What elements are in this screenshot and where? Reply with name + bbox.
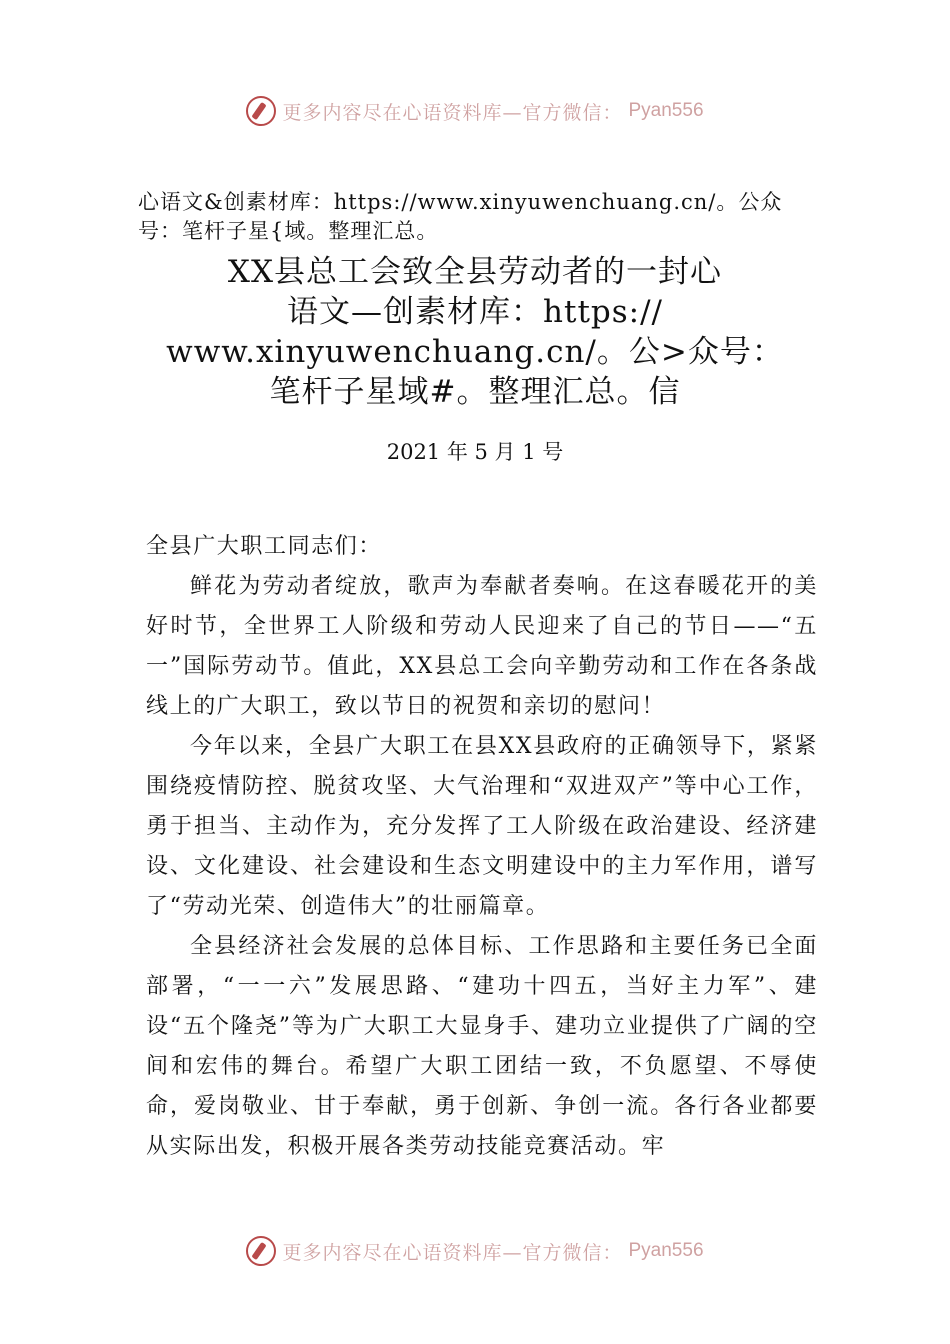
document-title [150, 252, 800, 412]
title-line: 笔杆子星域#。整理汇总。信 [269, 374, 681, 410]
paragraph: 鲜花为劳动者绽放，歌声为奉献者奏响。在这春暖花开的美好时节，全世界工人阶级和劳动人民迎来了自己的节日——“五一”国际劳动节。值此，XX县总工会向辛勤劳动和工作在各条战线上的广大职工，致以节日的祝贺和亲切的慰问！ [146, 574, 818, 719]
document-date: 2021 年 5 月 1 号 [386, 440, 564, 464]
paragraph: 今年以来，全县广大职工在县XX县政府的正确领导下，紧紧围绕疫情防控、脱贫攻坚、大气治理和“双进双产”等中心工作，勇于担当、主动作为，充分发挥了工人阶级在政治建设、经济建设、文化建设、社会建设和生态文明建设中的主力军作用，谱写了“劳动光荣、创造伟大”的壮丽篇章。 [146, 734, 818, 919]
header-note: 心语文&创素材库：https://www.xinyuwenchuang.cn/。公众号：笔杆子星{域。整理汇总。 [138, 190, 783, 243]
watermark-text: 更多内容尽在心语资料库—官方微信： [282, 1241, 623, 1264]
salutation: 全县广大职工同志们： [146, 534, 383, 559]
title-line: www.xinyuwenchuang.cn/。公>众号： [166, 334, 784, 370]
pen-logo-icon [246, 96, 276, 126]
watermark-wechat-id: Pyan556 [628, 1240, 704, 1261]
pen-logo-icon [246, 1236, 276, 1266]
paragraph: 全县经济社会发展的总体目标、工作思路和主要任务已全面部署，“一一六”发展思路、“建功十四五，当好主力军”、建设“五个隆尧”等为广大职工大显身手、建功立业提供了广阔的空间和宏伟的舞台。希望广大职工团结一致，不负愿望、不辱使命，爱岗敬业、甘于奉献，勇于创新、争创一流。各行各业都要从实际出发，积极开展各类劳动技能竞赛活动。牢 [146, 934, 818, 1159]
watermark-top [0, 96, 950, 126]
watermark-text: 更多内容尽在心语资料库—官方微信： [282, 101, 623, 124]
title-line: XX县总工会致全县劳动者的一封心 [227, 254, 723, 290]
watermark-wechat-id: Pyan556 [628, 100, 704, 121]
watermark-bottom [0, 1236, 950, 1266]
letter-body [146, 527, 818, 1167]
title-line: 语文—创素材库：https:// [287, 294, 663, 330]
